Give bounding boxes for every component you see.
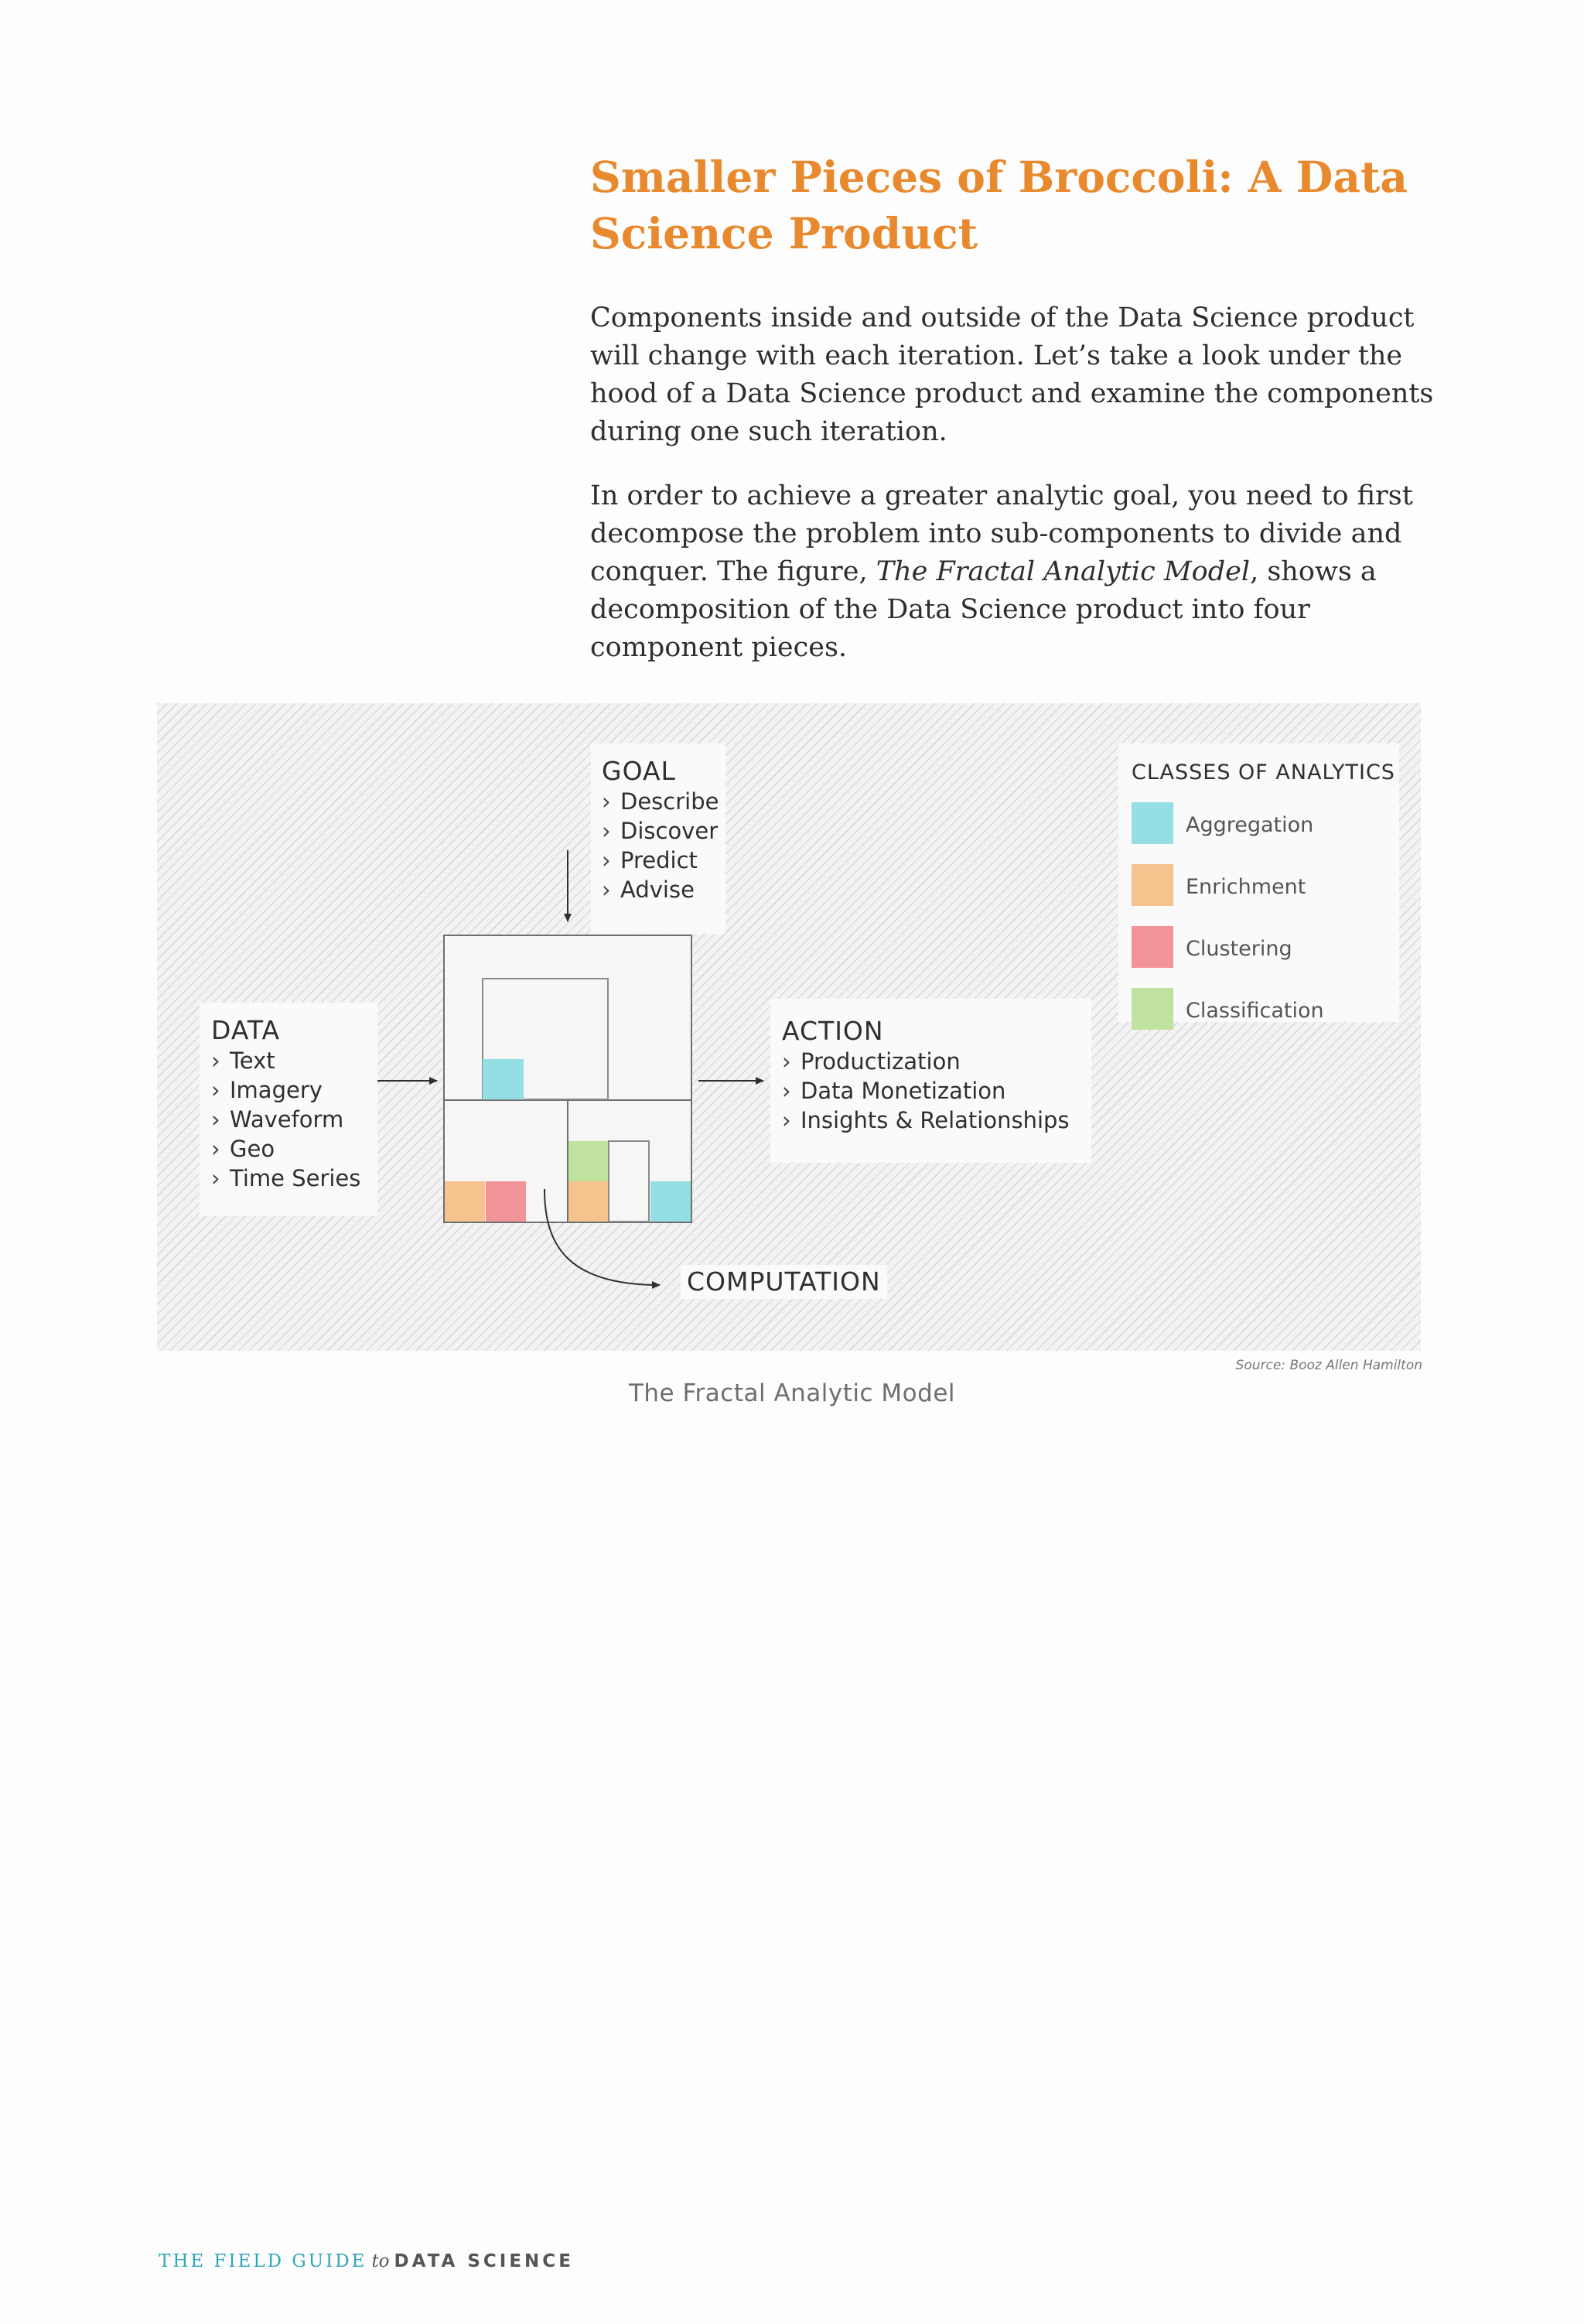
footer-subject: DATA SCIENCE (394, 2251, 574, 2271)
data-box (200, 1003, 377, 1216)
list-item: › Geo (211, 1136, 275, 1162)
legend-item-enrichment (1132, 849, 1399, 911)
bullet-icon: › (211, 1077, 220, 1103)
analytics-legend (1118, 743, 1399, 1022)
paragraph-text: , shows a decomposition of the Data Science product into four component pieces. (590, 556, 1377, 663)
list-item: › Data Monetization (782, 1078, 1006, 1104)
fractal-analytic-model-figure (157, 703, 1421, 1351)
figure-caption: The Fractal Analytic Model (628, 1379, 956, 1407)
bullet-icon: › (211, 1048, 220, 1074)
legend-label: Aggregation (1186, 813, 1314, 837)
bullet-icon: › (782, 1078, 791, 1104)
bullet-icon: › (782, 1107, 791, 1133)
list-item: › Text (211, 1048, 275, 1074)
goal-list (602, 787, 725, 904)
aggregation-block (650, 1181, 691, 1222)
bullet-icon: › (602, 788, 611, 815)
list-item: › Productization (782, 1048, 961, 1075)
list-item: › Advise (602, 877, 695, 903)
legend-item-clustering (1132, 911, 1399, 972)
paragraph-text: In order to achieve a greater analytic goal, you need to first decompose the problem into sub-components to divide and conquer. The figure, (590, 480, 1413, 587)
action-box (770, 999, 1091, 1163)
list-item: › Time Series (211, 1165, 361, 1191)
list-item: › Discover (602, 818, 719, 844)
aggregation-swatch (1132, 802, 1173, 844)
footer-title: THE FIELD GUIDE (159, 2251, 367, 2271)
decomposition-paragraph (590, 477, 1441, 667)
goal-box (591, 743, 725, 934)
enrichment-block (568, 1181, 609, 1222)
bullet-icon: › (602, 847, 611, 873)
list-item: › Insights & Relationships (782, 1107, 1070, 1133)
clustering-swatch (1132, 926, 1173, 968)
bullet-icon: › (782, 1048, 791, 1075)
legend-item-classification (1132, 972, 1399, 1034)
bullet-icon: › (211, 1136, 220, 1162)
action-heading: ACTION (782, 1016, 884, 1046)
footer-connector: to (371, 2251, 390, 2271)
figure-reference: The Fractal Analytic Model (876, 556, 1251, 587)
legend-label: Enrichment (1186, 875, 1306, 899)
enrichment-swatch (1132, 864, 1173, 906)
page-footer (159, 2251, 574, 2271)
bullet-icon: › (602, 877, 611, 903)
action-list (782, 1047, 1091, 1135)
classification-block (568, 1141, 609, 1181)
legend-title: CLASSES OF ANALYTICS (1132, 760, 1395, 784)
computation-label: COMPUTATION (681, 1265, 887, 1299)
legend-label: Classification (1186, 999, 1324, 1023)
intro-paragraph: Components inside and outside of the Data Science product will change with each iteration. Let’s take a look under the hood of a Data Science product and examine the components during one such iteration. (590, 302, 1434, 447)
bullet-icon: › (602, 818, 611, 844)
legend-label: Clustering (1186, 937, 1292, 961)
list-item: › Predict (602, 847, 698, 873)
list-item: › Waveform (211, 1106, 344, 1133)
bullet-icon: › (211, 1106, 220, 1133)
classification-swatch (1132, 988, 1173, 1030)
enrichment-block (445, 1181, 485, 1222)
data-heading: DATA (211, 1015, 281, 1045)
list-item: › Describe (602, 788, 719, 815)
bullet-icon: › (211, 1165, 220, 1191)
page-title: Smaller Pieces of Broccoli: A Data Science Product (590, 152, 1408, 258)
list-item: › Imagery (211, 1077, 323, 1103)
aggregation-block (483, 1059, 524, 1099)
figure-source: Source: Booz Allen Hamilton (1235, 1358, 1422, 1373)
clustering-block (486, 1181, 526, 1222)
legend-item-aggregation (1132, 787, 1399, 849)
data-list (211, 1046, 377, 1193)
goal-heading: GOAL (602, 756, 676, 786)
